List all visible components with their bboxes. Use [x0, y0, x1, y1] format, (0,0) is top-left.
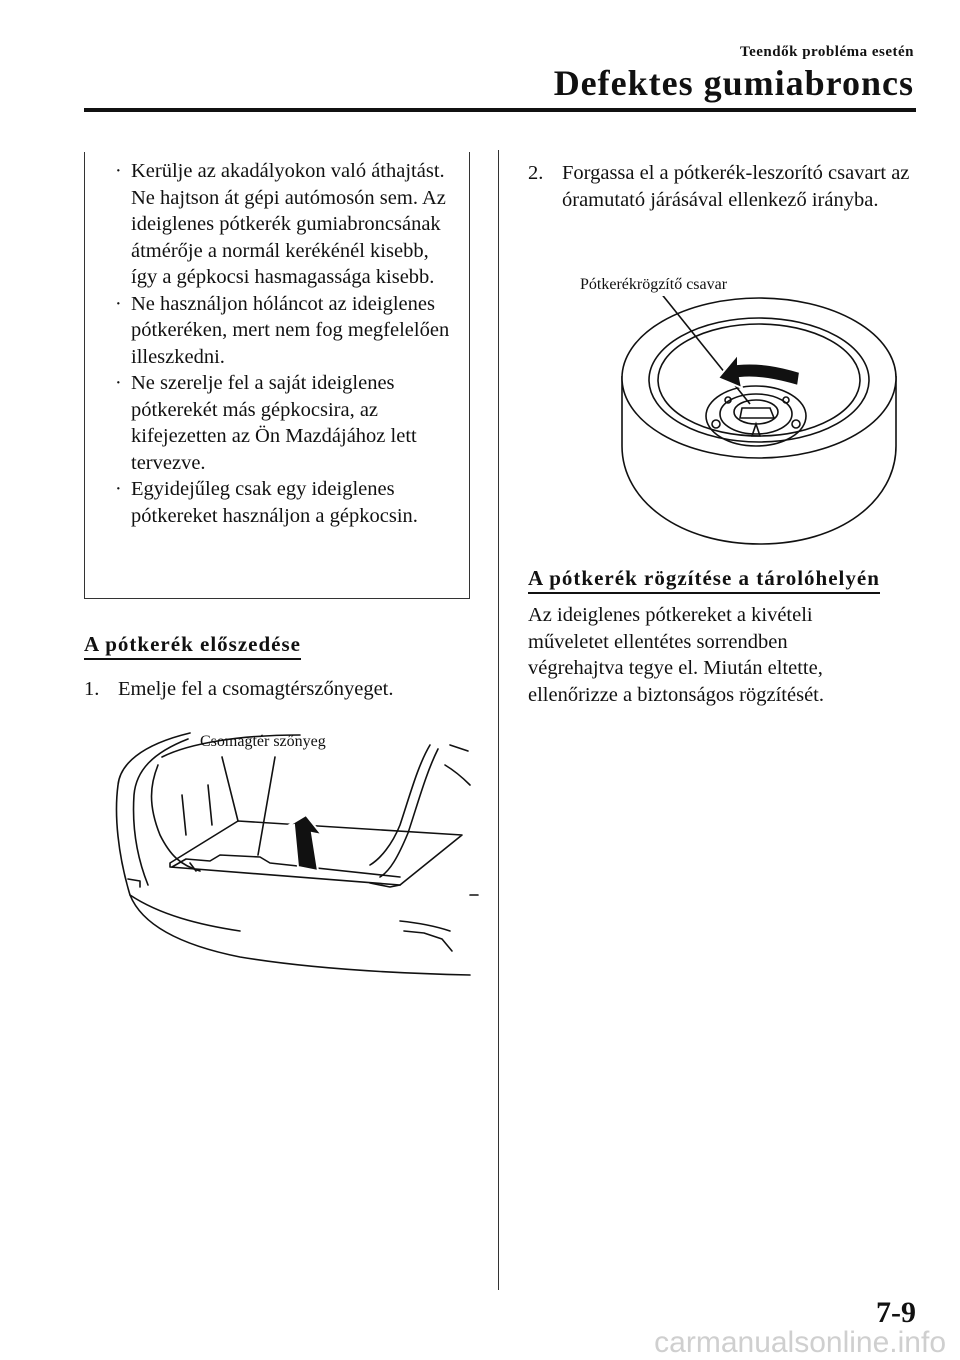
- page-title: Defektes gumiabroncs: [553, 63, 914, 103]
- caution-item: · Ne használjon hóláncot az ideiglenes pótkeréken, mert nem fog megfelelően illeszkedni.: [115, 292, 450, 368]
- column-divider: [498, 150, 499, 1290]
- caution-list: [85, 152, 469, 529]
- watermark: carmanualsonline.info: [654, 1326, 946, 1359]
- step-2: [528, 160, 918, 213]
- step-text: Emelje fel a csomagtérszőnyeget.: [118, 678, 394, 700]
- bullet-icon: ·: [115, 160, 122, 182]
- caution-item: · Ne szerelje fel a saját ideiglenes pótkerekét más gépkocsira, az kifejezetten az Ön Mazdájához lett tervezve.: [115, 372, 417, 474]
- page-number: 7-9: [876, 1296, 916, 1329]
- bullet-icon: ·: [115, 478, 122, 500]
- caution-box: [84, 152, 470, 599]
- caution-item: · Kerülje az akadályokon való áthajtást. Ne hajtson át gépi autómosón sem. Az ideiglenes pótkerék gumiabroncsának átmérője a normál kerékénél kisebb, így a gépkocsi hasmagassága kisebb.: [115, 160, 446, 288]
- lift-arrow-icon: [286, 815, 322, 871]
- removal-heading: A pótkerék előszedése: [84, 632, 301, 660]
- trunk-illustration: [100, 725, 480, 985]
- caution-item: · Egyidejűleg csak egy ideiglenes pótkereket használjon a gépkocsin.: [115, 478, 418, 527]
- bullet-icon: ·: [115, 292, 122, 315]
- step-text: Forgassa el a pótkerék-leszorító csavart az óramutató járásával ellenkező irányba.: [562, 162, 910, 211]
- step-number: 2.: [528, 162, 544, 184]
- bullet-icon: ·: [115, 372, 122, 394]
- section-subtitle: Teendők probléma esetén: [739, 44, 914, 60]
- step-1: [84, 676, 484, 703]
- spare-wheel-illustration: [610, 296, 910, 546]
- trunk-mat-label: Csomagtér szőnyeg: [200, 733, 326, 750]
- step-number: 1.: [84, 678, 100, 700]
- header-rule: [84, 108, 916, 112]
- storage-heading: A pótkerék rögzítése a tárolóhelyén: [528, 566, 880, 594]
- spare-wheel-bolt-label: Pótkerékrögzítő csavar: [580, 276, 728, 293]
- storage-paragraph: Az ideiglenes pótkereket a kivételi műveletet ellentétes sorrendben végrehajtva tegye el. Miután eltette, ellenőrizze a biztonságos rögzítését.: [528, 604, 824, 706]
